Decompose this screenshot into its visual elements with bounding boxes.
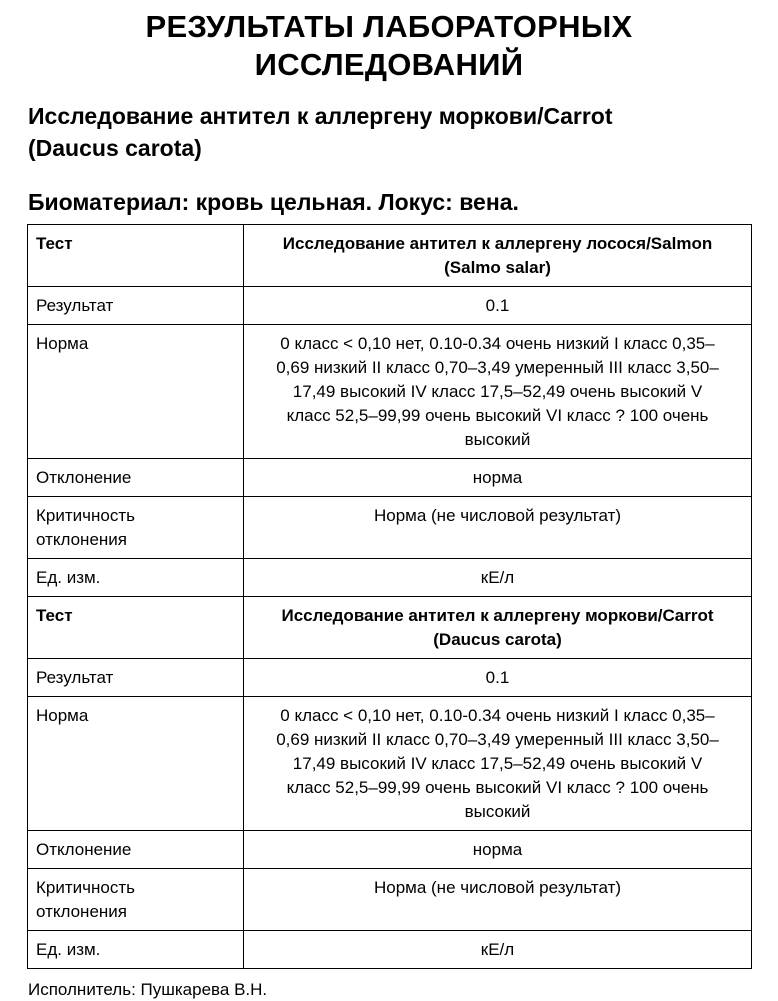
deviation-value-cell: норма xyxy=(244,459,752,497)
table-row-test xyxy=(28,597,752,659)
criticality-label-cell xyxy=(28,497,244,559)
criticality-value-cell: Норма (не числовой результат) xyxy=(244,869,752,931)
norm-line: класс 52,5–99,99 очень высокий VI класс ? 100 очень xyxy=(286,406,709,425)
criticality-value-cell: Норма (не числовой результат) xyxy=(244,497,752,559)
page-title-line-1: РЕЗУЛЬТАТЫ ЛАБОРАТОРНЫХ xyxy=(145,9,633,44)
table-row-unit xyxy=(28,559,752,597)
test-name-line: (Salmo salar) xyxy=(444,258,551,277)
table-row-criticality xyxy=(28,497,752,559)
criticality-label-cell xyxy=(28,869,244,931)
norm-label-cell: Норма xyxy=(28,697,244,831)
test-name-cell xyxy=(244,225,752,287)
norm-value-cell xyxy=(244,697,752,831)
criticality-label-line: отклонения xyxy=(36,530,127,549)
table-row-result xyxy=(28,659,752,697)
result-label-cell: Результат xyxy=(28,287,244,325)
test-name-cell xyxy=(244,597,752,659)
result-value-cell: 0.1 xyxy=(244,659,752,697)
norm-label-cell: Норма xyxy=(28,325,244,459)
norm-line: высокий xyxy=(464,802,531,821)
criticality-label-line: отклонения xyxy=(36,902,127,921)
norm-line: 0 класс < 0,10 нет, 0.10-0.34 очень низкий I класс 0,35– xyxy=(280,706,715,725)
test-name-line: Исследование антител к аллергену лосося/Salmon xyxy=(282,234,713,253)
table-row-norm xyxy=(28,325,752,459)
table-row-norm xyxy=(28,697,752,831)
test-name-line: (Daucus carota) xyxy=(433,630,562,649)
norm-line: 0,69 низкий II класс 0,70–3,49 умеренный III класс 3,50– xyxy=(276,730,719,749)
table-row-unit xyxy=(28,931,752,969)
unit-label-cell: Ед. изм. xyxy=(28,559,244,597)
results-table xyxy=(27,224,752,969)
norm-line: 0 класс < 0,10 нет, 0.10-0.34 очень низкий I класс 0,35– xyxy=(280,334,715,353)
performer-signature: Исполнитель: Пушкарева В.Н. xyxy=(28,980,268,999)
table-row-deviation xyxy=(28,459,752,497)
table-row-result xyxy=(28,287,752,325)
study-title-line-2: (Daucus carota) xyxy=(28,135,202,161)
deviation-label-cell: Отклонение xyxy=(28,831,244,869)
deviation-label-cell: Отклонение xyxy=(28,459,244,497)
study-title-line-1: Исследование антител к аллергену моркови/Carrot xyxy=(28,103,613,129)
criticality-label-line: Критичность xyxy=(36,506,135,525)
norm-line: класс 52,5–99,99 очень высокий VI класс ? 100 очень xyxy=(286,778,709,797)
biomaterial-info: Биоматериал: кровь цельная. Локус: вена. xyxy=(28,189,519,215)
unit-label-cell: Ед. изм. xyxy=(28,931,244,969)
page-title-line-2: ИССЛЕДОВАНИЙ xyxy=(254,47,524,82)
norm-line: 17,49 высокий IV класс 17,5–52,49 очень высокий V xyxy=(292,382,703,401)
study-title xyxy=(28,100,758,164)
test-name-line: Исследование антител к аллергену моркови/Carrot xyxy=(281,606,714,625)
criticality-label-line: Критичность xyxy=(36,878,135,897)
test-label-cell: Тест xyxy=(28,225,244,287)
norm-line: 0,69 низкий II класс 0,70–3,49 умеренный III класс 3,50– xyxy=(276,358,719,377)
unit-value-cell: кЕ/л xyxy=(244,931,752,969)
table-row-deviation xyxy=(28,831,752,869)
table-row-criticality xyxy=(28,869,752,931)
table-row-test xyxy=(28,225,752,287)
test-label-cell: Тест xyxy=(28,597,244,659)
unit-value-cell: кЕ/л xyxy=(244,559,752,597)
norm-line: 17,49 высокий IV класс 17,5–52,49 очень высокий V xyxy=(292,754,703,773)
norm-value-cell xyxy=(244,325,752,459)
page-title xyxy=(0,8,778,84)
deviation-value-cell: норма xyxy=(244,831,752,869)
norm-line: высокий xyxy=(464,430,531,449)
result-value-cell: 0.1 xyxy=(244,287,752,325)
result-label-cell: Результат xyxy=(28,659,244,697)
